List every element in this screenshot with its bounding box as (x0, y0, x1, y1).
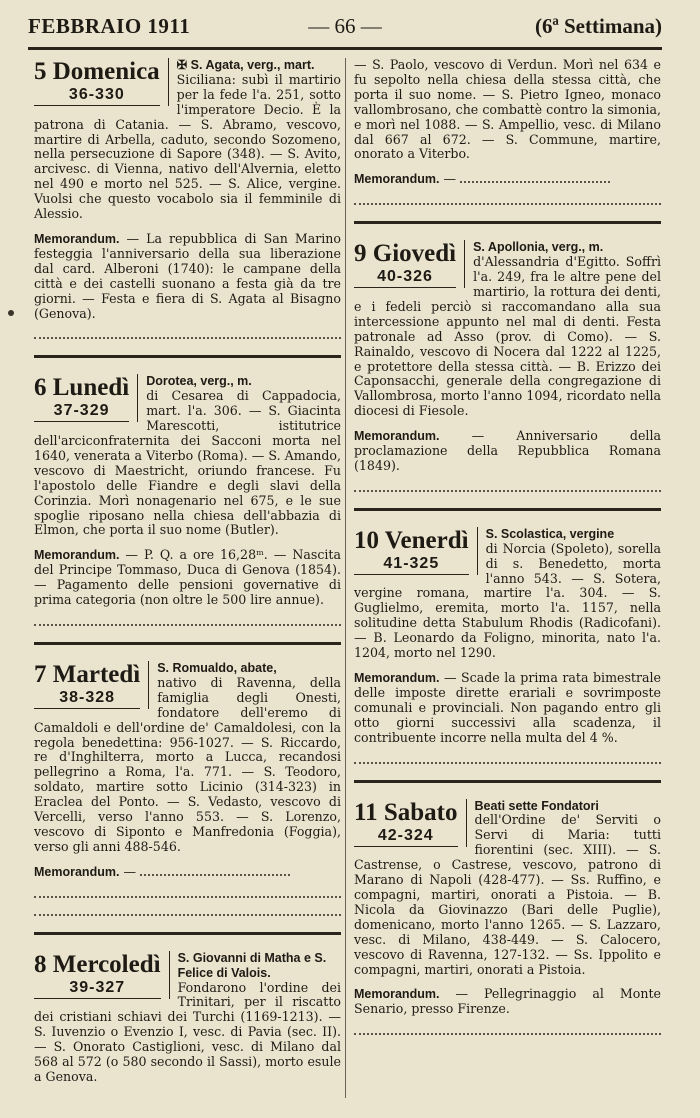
entry-text: di Cesarea di Cappadocia, mart. l'a. 306. — S. Giacinta Marescotti, istitutrice dell'arciconfraternita dei Sacconi morta nel 1640, venerata a Viterbo (Roma). — S. Amando, vescovo di Maestricht, oriundo francese. Fu l'apostolo delle Fiandre e degli slavi della Corinzia. Morì nonagenario nel 675, e le sue spoglie riposano nella chiesa dell'abbazia di Elmon, che porta il suo nome (Butler). (34, 388, 341, 538)
memorandum-label: Memorandum. (34, 864, 120, 879)
dotted-line (34, 914, 341, 916)
saint-name: Dorotea, verg., m. (146, 374, 252, 389)
entry-text: d'Alessandria d'Egitto. Soffrì l'a. 249, fra le altre pene del martirio, la rottura dei denti, e i fedeli perciò si raccomandano alla sua intercessione appunto nel mal di denti. Festa patronale ad Asso (prov. di Como). — S. Rainaldo, vescovo di Nocera dal 1222 al 1225, e protettore della stessa città. — B. Erizzo dei Caponsacchi, generale della congregazione di Vallombrosa, morto l'anno 1094, ricordato nella diocesi di Fiesole. (354, 254, 661, 419)
dotted-line (34, 337, 341, 339)
day-name: 6 Lunedì (34, 374, 130, 402)
saint-name: Beati sette Fondatori (474, 798, 599, 813)
memorandum-text: — P. Q. a ore 16,28ᵐ. — Nascita del Principe Tommaso, Duca di Genova (1854). — Pagamento delle pensioni governative di prima categoria (non oltre le 500 lire annue). (34, 547, 341, 608)
memorandum-text: — (123, 863, 137, 879)
memorandum-label: Memorandum. (34, 231, 120, 246)
header-page-number: — 66 — (308, 14, 382, 38)
page-header (28, 14, 662, 44)
page-mark (8, 310, 14, 316)
saint-name: S. Giovanni di Matha e S. Felice di Valois. (177, 950, 327, 980)
day-entry (34, 58, 341, 339)
day-name: 7 Martedì (34, 661, 141, 688)
entry-rule (34, 355, 341, 358)
day-name: 8 Mercoledì (34, 950, 161, 978)
entry-text: di Norcia (Spoleto), sorella di s. Benedetto, morta l'anno 543. — S. Sotera, vergine romana, martire l'a. 304. — S. Guglielmo, eremita, morto l'a. 1157, nella solitudine detta Stabulum Rhodis (Radicofani). — B. Leonardo da Foligno, minorita, nato l'a. 1204, morto nel 1290. (354, 540, 661, 661)
day-number: 36-330 (34, 86, 160, 106)
day-heading (354, 799, 467, 847)
left-column (34, 58, 341, 1099)
memorandum (34, 548, 341, 608)
memorandum-text: — Pellegrinaggio al Monte Senario, presso Firenze. (354, 986, 661, 1017)
day-entry (34, 932, 341, 1085)
saint-name: ✠ S. Agata, verg., mart. (176, 58, 315, 72)
entry-rule (354, 508, 661, 511)
memorandum-text: — Anniversario della proclamazione della Repubblica Romana (1849). (354, 428, 661, 473)
day-number: 42-324 (354, 827, 458, 847)
entry-rule (34, 932, 341, 935)
day-heading (34, 661, 149, 709)
memorandum-text: — La repubblica di San Marino festeggia l'anniversario della sua liberazione dal card. Alberoni (1740): le campane della città e dei castelli suonano a festa già da tre giorni. — Festa e fiera di S. Agata al Bisagno (Genova). (34, 230, 341, 321)
memorandum-text: — Scade la prima rata bimestrale delle imposte dirette erariali e sovrimposte comunali e provinciali. Non pagando entro gli otto giorni successivi alla scadenza, il contribuente incorre nella multa del 4 %. (354, 670, 661, 745)
day-number: 37-329 (34, 402, 129, 422)
entry-rule (354, 780, 661, 783)
day-number: 41-325 (354, 555, 469, 575)
memorandum-blank (140, 874, 290, 876)
day-heading (34, 58, 169, 106)
memorandum (354, 671, 661, 746)
day-heading (354, 240, 465, 288)
continued-entry (354, 58, 661, 205)
memorandum-text: — (443, 171, 457, 187)
day-heading (354, 527, 478, 575)
memorandum (34, 865, 341, 880)
day-entry (354, 780, 661, 1036)
day-number: 39-327 (34, 979, 161, 999)
dotted-line (34, 896, 341, 898)
day-entry (354, 221, 661, 492)
memorandum-label: Memorandum. (34, 548, 120, 563)
day-name: 9 Giovedì (354, 240, 457, 268)
day-number: 40-326 (354, 268, 456, 288)
entry-rule (34, 642, 341, 645)
day-name: 11 Sabato (354, 798, 458, 826)
entry-text: Siciliana: subì il martirio per la fede l'a. 251, sotto l'imperatore Decio. È la patrona di Catania. — S. Abramo, vescovo, martire di Arbella, caduto, secondo Sozomeno, nella persecuzione di Sapore (348). — S. Avito, arcivesc. di Vienna, nativo dell'Alvernia, eletto nel 490 e morto nel 525. — S. Alice, vergine. Vuolsi che questo vocabolo sia il femminile di Alessio. (34, 71, 341, 222)
day-number: 38-328 (34, 689, 140, 709)
entry-rule (354, 221, 661, 224)
day-entry (34, 642, 341, 916)
entry-text: dell'Ordine de' Serviti o Servi di Maria: tutti fiorentini (sec. XIII). — S. Castrense, o Castrese, vescovo, patrono di Marano di Napoli (428-477). — Ss. Ruffino, e compagni, martiri, onorati a Pistoia. — B. Nicola da Giovinazzo (Bari delle Puglie), domenicano, morto l'anno 1265. — S. Lazzaro, vesc. di Milano, 438-449. — S. Calocero, vescovo di Ravenna, 127-132. — Ss. Ippolito e compagni, martiri, onorati a Pistoia. (354, 812, 661, 977)
dotted-line (354, 203, 661, 205)
saint-name: S. Romualdo, abate, (157, 661, 277, 675)
entry-text: — S. Paolo, vescovo di Verdun. Morì nel 634 e fu sepolto nella chiesa della stessa città, che porta il suo nome. — S. Pietro Igneo, monaco vallombrosano, che combattè contro la simonia, e morì nel 1088. — S. Ampellio, vesc. di Milano dal 667 al 672. — S. Commune, martire, onorato a Viterbo. (354, 57, 661, 162)
memorandum-label: Memorandum. (354, 671, 440, 685)
header-rule (28, 47, 662, 50)
day-name: 10 Venerdì (354, 526, 469, 554)
header-month: FEBBRAIO 1911 (28, 14, 191, 38)
day-heading (34, 951, 170, 999)
memorandum (34, 232, 341, 321)
dotted-line (34, 624, 341, 626)
memorandum-label: Memorandum. (354, 172, 440, 187)
memorandum-blank (460, 181, 610, 183)
day-entry (354, 508, 661, 764)
right-column (354, 58, 661, 1051)
dotted-line (354, 1033, 661, 1035)
memorandum-label: Memorandum. (354, 429, 440, 444)
day-entry (34, 355, 341, 626)
saint-name: S. Scolastica, vergine (485, 526, 615, 541)
memorandum (354, 987, 661, 1017)
header-week: (6ª Settimana) (534, 14, 662, 38)
column-divider (345, 58, 346, 1098)
day-name: 5 Domenica (34, 58, 160, 85)
memorandum-label: Memorandum. (354, 987, 440, 1002)
memorandum (354, 172, 661, 187)
dotted-line (354, 762, 661, 764)
memorandum (354, 429, 661, 474)
dotted-line (354, 490, 661, 492)
day-heading (34, 374, 138, 422)
entry-text: Fondarono l'ordine dei Trinitari, per il riscatto dei cristiani schiavi dei Turchi (1169-1213). — S. Iuvenzio o Evenzio I, vesc. di Pavia (sec. II). — S. Onorato Castiglioni, vesc. di Milano dal 568 al 572 (o 580 secondo il Sassi), morto esule a Genova. (34, 979, 341, 1084)
entry-text: nativo di Ravenna, della famiglia degli Onesti, fondatore dell'eremo di Camaldoli e dell'ordine de' Camaldolesi, con la regola benedettina: 956-1027. — S. Riccardo, re d'Inghilterra, morto a Lucca, recandosi pellegrino a Roma, l'a. 771. — S. Teodoro, soldato, martire sotto Licinio (314-323) in Eraclea del Ponto. — S. Vedasto, vescovo di Vercelli, verso l'anno 553. — S. Lorenzo, vescovo di Siponto e Manfredonia (Foggia), verso gli anni 488-546. (34, 674, 341, 854)
saint-name: S. Apollonia, verg., m. (473, 240, 604, 255)
